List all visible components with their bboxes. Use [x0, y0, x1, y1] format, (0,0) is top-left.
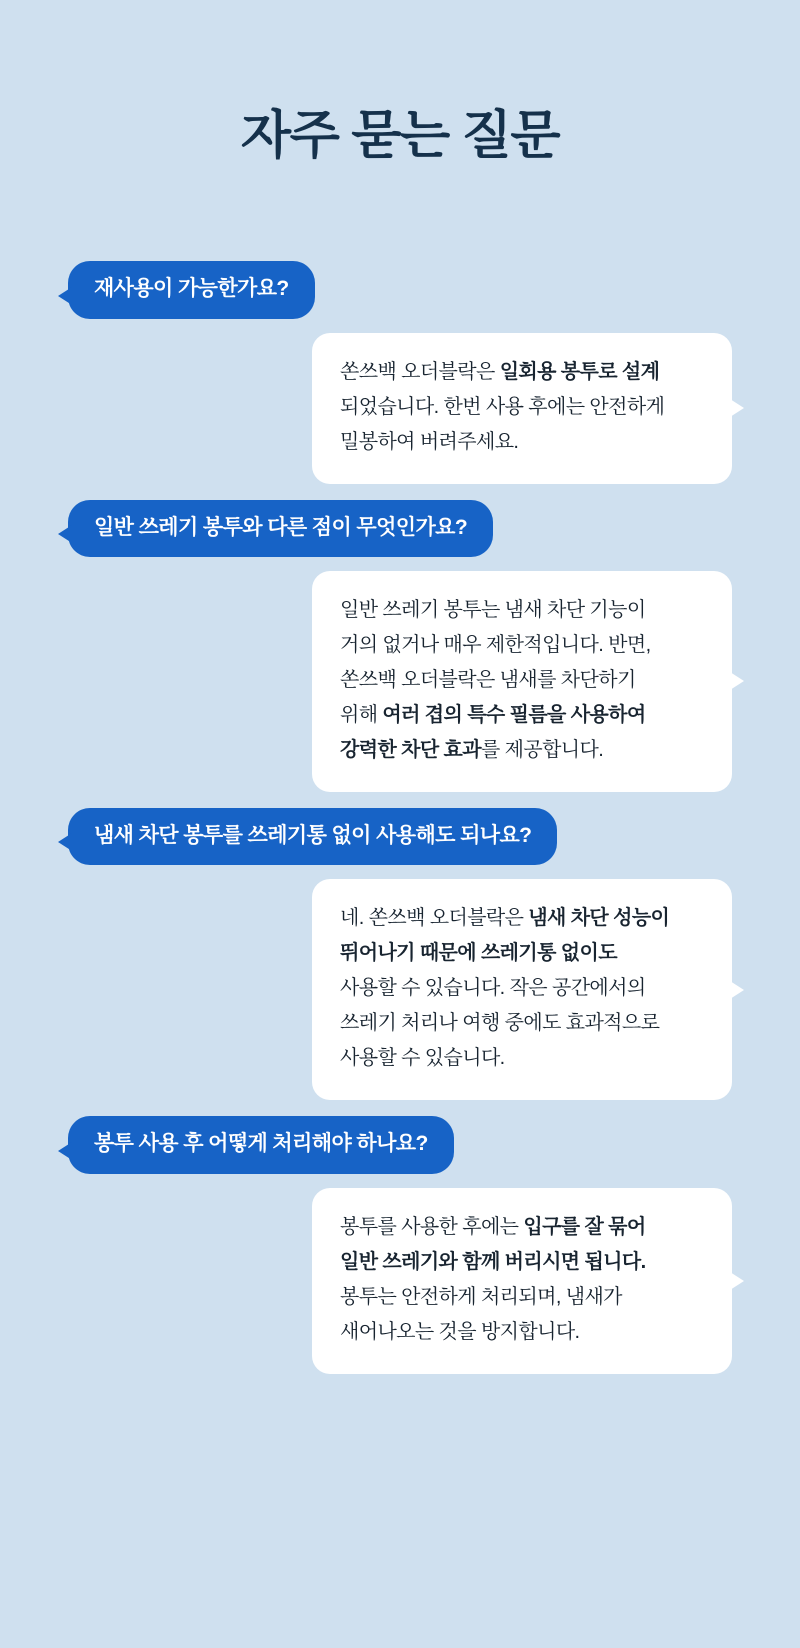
answer-line [340, 1006, 704, 1041]
page-title: 자주 묻는 질문 [240, 107, 560, 165]
answer-line [340, 1280, 704, 1315]
answer-text: 를 제공합니다. [480, 738, 604, 761]
answer-line [340, 698, 704, 733]
faq-list [36, 261, 764, 1373]
answer-text: 사용할 수 있습니다. [340, 1047, 505, 1070]
answer-text: 쓰레기 처리나 여행 중에도 효과적으로 [340, 1012, 660, 1035]
question-row [36, 808, 764, 865]
answer-line [340, 936, 704, 971]
answer-line [340, 628, 704, 663]
answer-bubble [312, 571, 732, 792]
answer-text: 거의 없거나 매우 제한적입니다. 반면, [340, 633, 651, 656]
answer-row [36, 571, 764, 792]
answer-emphasis: 뛰어나기 때문에 쓰레기통 없이도 [340, 942, 617, 965]
answer-line [340, 1041, 704, 1076]
answer-text: 봉투를 사용한 후에는 [340, 1215, 524, 1238]
answer-line [340, 355, 704, 390]
question-bubble[interactable]: 일반 쓰레기 봉투와 다른 점이 무엇인가요? [68, 500, 493, 557]
answer-emphasis: 냄새 차단 성능이 [528, 907, 670, 930]
question-bubble[interactable]: 냄새 차단 봉투를 쓰레기통 없이 사용해도 되나요? [68, 808, 557, 865]
question-row [36, 1116, 764, 1173]
answer-row [36, 333, 764, 484]
answer-bubble [312, 879, 732, 1100]
answer-emphasis: 강력한 차단 효과 [340, 738, 481, 761]
answer-bubble [312, 1188, 732, 1374]
answer-row [36, 879, 764, 1100]
answer-text: 쏜쓰백 오더블락은 [340, 360, 500, 383]
answer-line [340, 663, 704, 698]
answer-emphasis: 여러 겹의 특수 필름을 사용하여 [382, 703, 646, 726]
answer-bubble [312, 333, 732, 484]
answer-emphasis: 일반 쓰레기와 함께 버리시면 됩니다. [340, 1250, 646, 1273]
question-bubble[interactable]: 봉투 사용 후 어떻게 처리해야 하나요? [68, 1116, 454, 1173]
answer-text: 네. 쏜쓰백 오더블락은 [340, 907, 529, 930]
answer-line [340, 593, 704, 628]
answer-emphasis: 입구를 잘 묶어 [523, 1215, 646, 1238]
answer-text: 사용할 수 있습니다. 작은 공간에서의 [340, 977, 646, 1000]
answer-line [340, 425, 704, 460]
answer-line [340, 733, 704, 768]
question-row [36, 500, 764, 557]
question-row [36, 261, 764, 318]
answer-text: 일반 쓰레기 봉투는 냄새 차단 기능이 [340, 598, 646, 621]
answer-line [340, 1315, 704, 1350]
answer-text: 밀봉하여 버려주세요. [340, 430, 519, 453]
answer-line [340, 1245, 704, 1280]
answer-text: 봉투는 안전하게 처리되며, 냄새가 [340, 1285, 622, 1308]
answer-text: 위해 [340, 703, 383, 726]
answer-text: 되었습니다. 한번 사용 후에는 안전하게 [340, 395, 665, 418]
faq-item [36, 261, 764, 483]
answer-row [36, 1188, 764, 1374]
answer-text: 새어나오는 것을 방지합니다. [340, 1320, 580, 1343]
answer-line [340, 971, 704, 1006]
answer-text: 쏜쓰백 오더블락은 냄새를 차단하기 [340, 668, 636, 691]
faq-item [36, 1116, 764, 1373]
answer-line [340, 390, 704, 425]
question-bubble[interactable]: 재사용이 가능한가요? [68, 261, 315, 318]
answer-line [340, 901, 704, 936]
answer-emphasis: 일회용 봉투로 설계 [499, 360, 660, 383]
answer-line [340, 1210, 704, 1245]
faq-item [36, 808, 764, 1100]
faq-item [36, 500, 764, 792]
